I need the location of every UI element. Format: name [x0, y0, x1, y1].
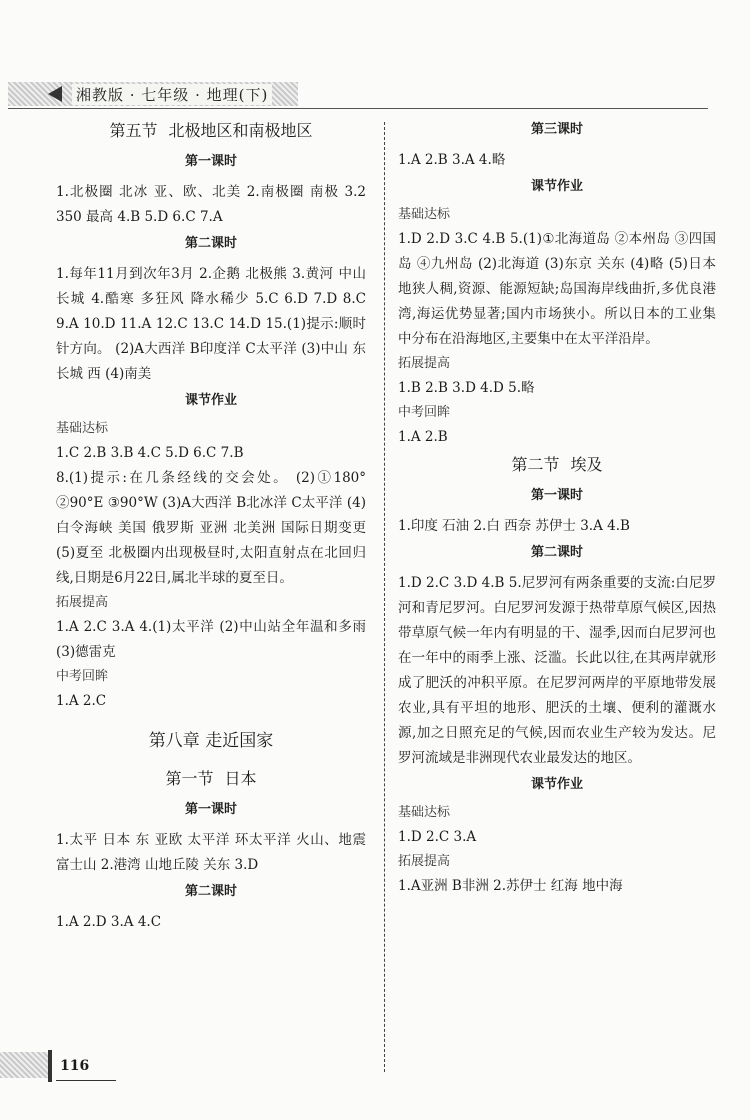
answer-paragraph: 1.A 2.C 3.A 4.(1)太平洋 (2)中山站全年温和多雨 (3)德雷克 [56, 619, 366, 660]
answer-paragraph: 1.B 2.B 3.D 4.D 5.略 [398, 380, 535, 396]
answer-paragraph: 1.A 2.B 3.A 4.略 [398, 152, 506, 168]
answer-paragraph: 1.C 2.B 3.B 4.C 5.D 6.C 7.B [56, 445, 244, 461]
lesson-heading: 课节作业 [530, 777, 583, 792]
lesson-heading: 第一课时 [530, 488, 583, 503]
section-heading: 第一节 日本 [165, 769, 257, 788]
chapter-heading: 第八章 走近国家 [148, 731, 274, 751]
lesson-heading: 第二课时 [184, 236, 237, 251]
lesson-heading: 第一课时 [184, 154, 237, 169]
subsection-label: 拓展提高 [398, 854, 451, 869]
subsection-label: 拓展提高 [56, 595, 109, 610]
lesson-heading: 第三课时 [530, 122, 583, 137]
left-column [56, 116, 366, 935]
answer-paragraph: 1.A亚洲 B非洲 2.苏伊士 红海 地中海 [398, 878, 623, 894]
lesson-heading: 课节作业 [530, 179, 583, 194]
answer-paragraph: 1.A 2.B [398, 429, 448, 445]
header-band [8, 82, 298, 106]
answer-paragraph: 1.每年11月到次年3月 2.企鹅 北极熊 3.黄河 中山 长城 4.酷寒 多狂风 降水稀少 5.C 6.D 7.D 8.C 9.A 10.D 11.A 12.C 13.C 14.D 15.(1)提示:顺时针方向。 (2)A大西洋 B印度洋 C太平洋 (3)中山 东 长城 西 (4)南美 [56, 266, 366, 382]
subsection-label: 基础达标 [398, 207, 451, 222]
subsection-label: 中考回眸 [56, 669, 109, 684]
answer-paragraph: 8.(1)提示:在几条经线的交会处。 (2)①180° ②90°E ③90°W (3)A大西洋 B北冰洋 C太平洋 (4)白令海峡 美国 俄罗斯 亚洲 北美洲 国际日期变更 (5)夏至 北极圈内出现极昼时,太阳直射点在北回归线,日期是6月22日,属北半球的夏至日。 [56, 470, 366, 586]
section-heading: 第二节 埃及 [511, 455, 603, 474]
lesson-heading: 第二课时 [184, 884, 237, 899]
subsection-label: 基础达标 [56, 421, 109, 436]
answer-paragraph: 1.D 2.C 3.A [398, 829, 477, 845]
subsection-label: 中考回眸 [398, 405, 451, 420]
book-title: 湘教版 · 七年级 · 地理(下) [72, 84, 272, 105]
answer-paragraph: 1.D 2.C 3.D 4.B 5.尼罗河有两条重要的支流:白尼罗河和青尼罗河。白尼罗河发源于热带草原气候区,因热带草原气候一年内有明显的干、湿季,因而白尼罗河也在一年中的雨季上涨、泛滥。长此以往,在其两岸就形成了肥沃的冲积平原。在尼罗河两岸的平原地带发展农业,具有平坦的地形、肥沃的土壤、便利的灌溉水源,加之日照充足的气候,因而农业生产较为发达。尼罗河流域是非洲现代农业最发达的地区。 [398, 575, 716, 766]
page-number-bar [48, 1050, 52, 1082]
page-number-band [0, 1052, 52, 1078]
answer-paragraph: 1.北极圈 北冰 亚、欧、北美 2.南极圈 南极 3.2 350 最高 4.B 5.D 6.C 7.A [56, 184, 366, 225]
right-column [398, 116, 716, 899]
answer-paragraph: 1.A 2.C [56, 693, 107, 709]
answer-paragraph: 1.D 2.D 3.C 4.B 5.(1)①北海道岛 ②本州岛 ③四国岛 ④九州岛 (2)北海道 (3)东京 关东 (4)略 (5)日本地狭人稠,资源、能源短缺;岛国海岸线曲折,多优良港湾,海运优势显著;国内市场狭小。所以日本的工业集中分布在沿海地区,主要集中在太平洋沿岸。 [398, 231, 716, 347]
page-number-rule [56, 1080, 116, 1081]
section-heading: 第五节 北极地区和南极地区 [109, 121, 313, 140]
subsection-label: 基础达标 [398, 805, 451, 820]
lesson-heading: 第二课时 [530, 545, 583, 560]
answer-paragraph: 1.A 2.D 3.A 4.C [56, 914, 162, 930]
answer-paragraph: 1.太平 日本 东 亚欧 太平洋 环太平洋 火山、地震 富士山 2.港湾 山地丘陵 关东 3.D [56, 832, 366, 873]
answer-paragraph: 1.印度 石油 2.白 西奈 苏伊士 3.A 4.B [398, 518, 630, 534]
header-rule [8, 108, 708, 109]
subsection-label: 拓展提高 [398, 356, 451, 371]
lesson-heading: 第一课时 [184, 802, 237, 817]
lesson-heading: 课节作业 [184, 393, 237, 408]
page-number: 116 [60, 1058, 90, 1074]
triangle-marker-icon [48, 86, 62, 102]
column-divider [384, 122, 385, 1072]
